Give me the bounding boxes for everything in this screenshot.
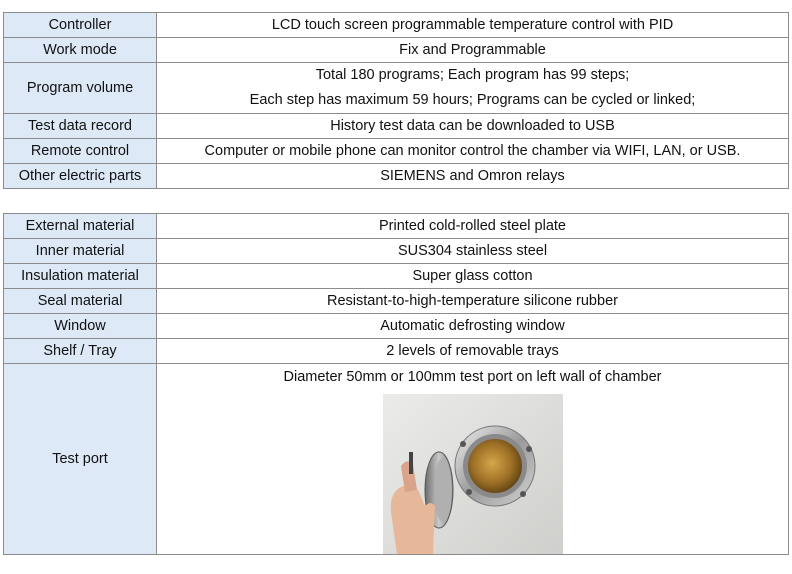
table-row: [4, 314, 789, 339]
row-value: Super glass cotton: [157, 264, 789, 289]
table-row: [4, 38, 789, 63]
row-label: Window: [4, 314, 157, 339]
row-label: Test data record: [4, 114, 157, 139]
value-line: Total 180 programs; Each program has 99 steps;: [315, 67, 630, 83]
row-value: Automatic defrosting window: [157, 314, 789, 339]
table-row: [4, 63, 789, 114]
row-label: Seal material: [4, 289, 157, 314]
table-row: [4, 364, 789, 555]
row-label: Other electric parts: [4, 164, 157, 189]
test-port-caption: Diameter 50mm or 100mm test port on left wall of chamber: [283, 369, 662, 385]
row-label: Test port: [4, 364, 157, 555]
row-label: Remote control: [4, 139, 157, 164]
row-value: SUS304 stainless steel: [157, 239, 789, 264]
row-label: Program volume: [4, 63, 157, 114]
table-row: [4, 239, 789, 264]
table-row: [4, 13, 789, 38]
table-row: [4, 164, 789, 189]
row-label: Insulation material: [4, 264, 157, 289]
row-label: External material: [4, 214, 157, 239]
row-value: [157, 364, 789, 555]
row-value: History test data can be downloaded to USB: [157, 114, 789, 139]
row-value: SIEMENS and Omron relays: [157, 164, 789, 189]
row-value: [157, 63, 789, 114]
table-row: [4, 139, 789, 164]
table-row: [4, 289, 789, 314]
control-spec-table: [3, 12, 789, 189]
table-row: [4, 339, 789, 364]
row-label: Inner material: [4, 239, 157, 264]
row-value: Fix and Programmable: [157, 38, 789, 63]
row-value: Resistant-to-high-temperature silicone rubber: [157, 289, 789, 314]
value-line: Each step has maximum 59 hours; Programs can be cycled or linked;: [249, 92, 696, 108]
table-row: [4, 264, 789, 289]
row-label: Controller: [4, 13, 157, 38]
row-label: Shelf / Tray: [4, 339, 157, 364]
table-row: [4, 214, 789, 239]
row-value: Printed cold-rolled steel plate: [157, 214, 789, 239]
row-value: LCD touch screen programmable temperature control with PID: [157, 13, 789, 38]
material-spec-table: [3, 213, 789, 555]
row-value: 2 levels of removable trays: [157, 339, 789, 364]
row-label: Work mode: [4, 38, 157, 63]
test-port-photo: [383, 394, 563, 554]
table-row: [4, 114, 789, 139]
row-value: Computer or mobile phone can monitor control the chamber via WIFI, LAN, or USB.: [157, 139, 789, 164]
